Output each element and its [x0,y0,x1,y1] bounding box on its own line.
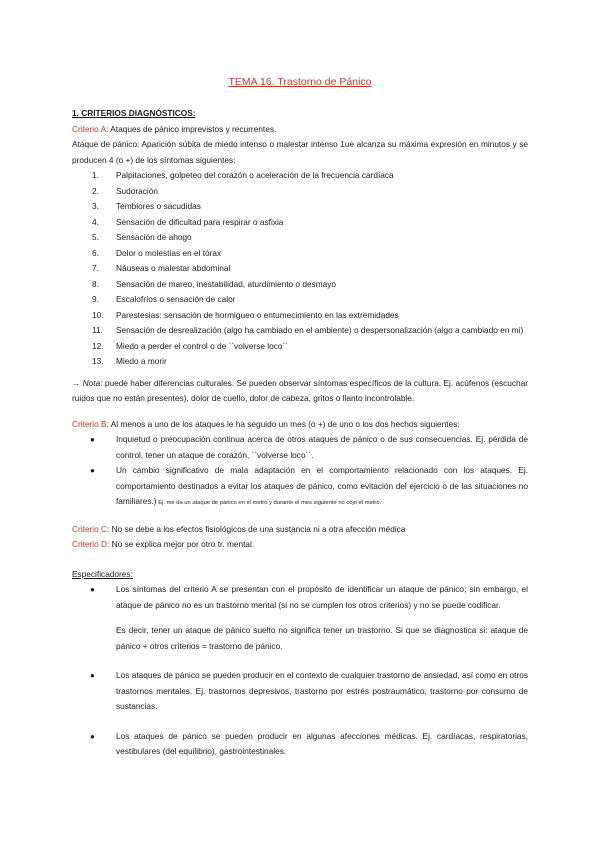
list-item [72,199,528,215]
list-item [72,668,528,715]
arrow-icon: → [72,377,81,388]
criterio-d [72,537,528,553]
item-text: Un cambio significativo de mala adaptación en el comportamiento relacionado con los ataques. Ej. comportamiento destinados a evitar los ataques de pánico, como evitación del ejercicio o de las situaciones no familiares.) [116,465,528,506]
note-label: Nota [82,377,101,388]
item-text-secondary: Es decir, tener un ataque de pánico suelto no significa tener un trastorno. Si que se diagnostica si: ataque de pánico + otros criterios = trastorno de pánico. [116,625,528,651]
list-item [72,323,528,339]
item-text: Inquietud o preocupación continua acerca de otros ataques de pánico o de sus consecuencias. Ej. pérdida de control, tener un ataque de corazón, ``volverse loco´´. [116,434,528,460]
item-text: Miedo a perder el control o de ``volverse loco´´ [116,340,289,351]
item-text: Náuseas o malestar abdominal [116,263,231,273]
item-text: Los ataques de pánico se pueden producir en algunas afecciones médicas. Ej. cardíacas, respiratorias, vestibulares (del equilibrio), gastrointestinales. [116,730,528,756]
panic-attack-definition: Ataque de pánico: Aparición súbita de miedo intenso o malestar intenso 1ue alcanza su máxima expresión en minutos y se producen 4 (o +) de los síntomas siguientes: [72,139,528,165]
item-number: 12. [92,340,104,351]
item-number: 13. [92,356,104,366]
criterio-a-label: Criterio A [72,123,107,134]
list-item [72,230,528,246]
item-number: 5. [92,232,99,242]
note-text: : puede haber diferencias culturales. Se pueden observar síntomas específicos de la cultura. Ej. acúfenos (escuchar ruidos que no están presentes), dolor de cuello, dolor de cabeza, gritos o llanto incontrolable. [72,377,528,403]
specifiers-heading: Especificadores: [72,568,133,579]
list-item [72,277,528,293]
item-text: Palpitaciones, golpeteo del corazón o aceleración de la frecuencia cardíaca [116,170,394,180]
criterio-c-label: Criterio C [72,523,108,534]
criterio-c [72,522,528,538]
item-number: 3. [92,201,99,211]
criterio-b-list [72,432,528,512]
item-number: 1. [92,170,99,180]
item-number: 11. [92,325,103,335]
item-number: 9. [92,294,99,304]
bullet-icon: ● [90,585,95,594]
list-item [72,246,528,262]
symptom-list [72,168,528,370]
item-number: 2. [92,185,99,196]
item-text: Sensación de mareo, inestabilidad, aturdimiento o desmayo [116,278,336,289]
criterio-a [72,122,528,138]
list-item [72,261,528,277]
item-text: Sudoración [116,185,158,196]
page-title: TEMA 16. Trastorno de Pánico [228,76,372,88]
item-number: 8. [92,278,99,289]
list-item [72,729,528,760]
item-number: 7. [92,263,99,273]
item-text: Temblores o sacudidas [116,201,201,211]
item-text: Los ataques de pánico se pueden producir en el contexto de cualquier trastorno de ansiedad, así como en otros trastornos mentales. Ej. trastornos depresivos, trastorno por estrés postraumático, trastorno por consumo de sustancias. [116,670,528,711]
criterio-a-text: : Ataques de pánico imprevistos y recurrentes. [106,123,277,134]
item-number: 4. [92,216,99,227]
item-text: Sensación de ahogo [116,232,192,242]
list-item [72,168,528,184]
item-number: 10. [92,309,104,320]
criterio-c-text: : No se debe a los efectos fisiológicos de una sustancia ni a otra afección médica [107,523,406,534]
cultural-note [72,376,528,407]
list-item [72,339,528,355]
section-heading: 1. CRITERIOS DIAGNÓSTICOS: [72,108,196,118]
item-example: Ej. me da un ataque de pánico en el metro y durante el mes siguiente no cojo el metro. [156,500,382,506]
criterio-d-label: Criterio D [72,539,108,549]
bullet-icon: ● [90,671,95,680]
list-item [72,292,528,308]
item-text: Parestesias: sensación de hormigueo o entumecimiento en las extremidades [116,309,399,320]
item-text: Miedo a morir [116,356,167,366]
item-text: Sensación de desrealización (algo ha cambiado en el ambiente) o despersonalización (algo a cambiado en mi) [116,325,524,335]
criterio-b-label: Criterio B [72,418,107,429]
criterio-b-text: : Al menos a uno de los ataques le ha seguido un mes (o +) de uno o los dos hechos siguientes: [106,418,460,429]
document-body [72,106,528,760]
item-text: Escalofríos o sensación de calor [116,294,236,304]
specifiers-list [72,582,528,760]
bullet-icon: ● [90,731,95,741]
item-text: Los síntomas del criterio A se presentan con el propósito de identificar un ataque de pánico; sin embargo, el ataque de pánico no es un trastorno mental (si no se cumplen los otros criterios) y no se puede codificar. [116,584,528,610]
bullet-icon: ● [90,466,95,475]
criterio-d-text: : No se explica mejor por otro tr. mental. [107,539,255,549]
item-number: 6. [92,247,99,258]
list-item [72,463,528,512]
bullet-icon: ● [90,435,95,444]
item-text: Dolor o molestias en el tórax [116,247,222,258]
list-item [72,184,528,200]
list-item [72,582,528,654]
item-text: Sensación de dificultad para respirar o asfixia [116,216,284,227]
list-item [72,215,528,231]
list-item [72,354,528,370]
list-item [72,308,528,324]
list-item [72,432,528,463]
criterio-b [72,417,528,433]
